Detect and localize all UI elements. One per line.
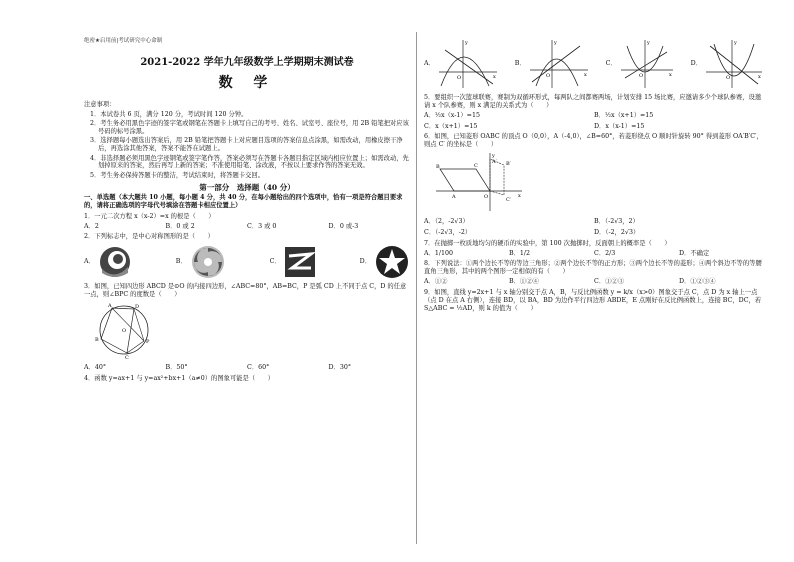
question-7-options (424, 250, 764, 258)
question-6-figure (434, 151, 764, 216)
option-a-label: A． (424, 60, 435, 68)
label-o: O (122, 328, 127, 334)
graph-option-b (515, 38, 590, 90)
exam-title: 2021-2022 学年九年级数学上学期期末测试卷 (140, 56, 354, 68)
logo-option-d (360, 244, 410, 280)
z-square-logo-icon (284, 246, 316, 278)
question-3-options (84, 364, 410, 372)
option-d: D．0 或-3 (328, 222, 359, 230)
option-b-label: B． (175, 258, 187, 266)
option-b-label: B． (514, 60, 526, 68)
option-d: D．不确定 (679, 249, 710, 257)
option-a: A．2 (84, 222, 99, 230)
question-4-graphs (424, 38, 764, 90)
question-3-figure (94, 301, 410, 362)
axis-x-label: x (518, 193, 521, 200)
origin-label: O (638, 73, 643, 79)
option-a: A．40° (84, 363, 107, 371)
option-c: C．①②③ (594, 278, 625, 286)
graph-a-diagram (437, 38, 499, 90)
option-d-label: D． (359, 258, 371, 266)
part-title: 第一部分 选择题（40 分） (199, 182, 295, 192)
label-b: B (95, 337, 99, 343)
label-d: D (135, 304, 140, 310)
label-p: P (146, 339, 150, 345)
note-item: 2．考生务必用黑色字迹的签字笔或钢笔在答题卡上填写自己的考号、姓名、试室号、座位号，用 2B 铅笔把对应该号码的标号涂黑。 (90, 120, 409, 135)
axis-y-label: y (492, 153, 495, 160)
option-c-label: C． (605, 60, 617, 68)
option-c: C．（-2√3，-2） (424, 228, 472, 236)
question-4-stem: 4．函数 y=ax+1 与 y=ax²+bx+1（a≠0）的图象可能是（ ） (84, 374, 275, 382)
option-d: D．（-2，2√3） (594, 228, 640, 236)
axis-y-label: y (734, 40, 737, 46)
label-c: C (125, 355, 129, 359)
axis-x-label: x (492, 74, 496, 80)
question-1-options (84, 223, 410, 231)
origin-label: O (726, 75, 731, 81)
question-8-options (424, 278, 764, 286)
spiral-logo-icon (190, 244, 226, 280)
question-9-stem: 9．如图，直线 y=2x+1 与 x 轴分别交于点 A，B，与反比例函数 y = k/x（x>0）图象交于点 C，点 D 为 x 轴上一点（点 D 在点 A 右侧），连接 BD，以 BA，BD 为边作平行四边形 ABDE，E 点刚好在反比例函数上，连接 BC，DC，若 S△ABC = ½AD，则 k 的值为（ ） (424, 289, 762, 312)
option-a: A．1/100 (424, 249, 453, 257)
axis-x-label: x (758, 74, 761, 80)
swirl-logo-icon (98, 245, 132, 279)
option-b: B．50° (165, 363, 188, 371)
label-o: O (484, 194, 489, 201)
axis-y-label: y (464, 40, 468, 46)
rhombus-coordinate-diagram (434, 151, 524, 213)
circle-quadrilateral-diagram (94, 301, 154, 359)
option-c-label: C． (269, 258, 281, 266)
note-item: 3．选择题每小题选出答案后，用 2B 铅笔把答题卡上对应题目选项的答案信息点涂黑，如需改动，用橡皮擦干净后，再选涂其他答案，答案不能答在试题上。 (90, 137, 403, 153)
label-c-prime: C′ (506, 197, 511, 204)
option-c: C．60° (247, 363, 270, 371)
question-5-stem: 5．要组织一次篮球联赛，赛制为双循环形式，每两队之间都赛两场，计划安排 15 场比赛，应邀请多少个球队参赛，设邀请 x 个队参赛，则 x 满足的关系式为（ ） (424, 94, 762, 109)
option-a: A．½x（x-1）=15 (424, 111, 480, 119)
question-5-options-row1 (424, 112, 764, 120)
axis-x-label: x (668, 72, 672, 78)
option-c: C．2/3 (594, 249, 616, 257)
origin-label: O (456, 75, 461, 81)
graph-d-diagram (704, 38, 764, 90)
option-d: D．x（x-1）=15 (594, 122, 645, 130)
section-instructions: 一、单选题（本大题共 10 小题，每小题 4 分，共 40 分，在每小题给出的四个选项中，恰有一项是符合题目要求的，请将正确选项的字母代号填涂在答题卡相应位置上） (84, 193, 403, 209)
question-7-stem: 7．在抛掷一枚质地均匀的硬币的实验中，第 100 次抛掷时，反面朝上的概率是（ ） (424, 239, 671, 247)
question-5-options-row2 (424, 123, 764, 131)
option-a: A．（2，-2√3） (424, 218, 469, 226)
graph-b-diagram (528, 38, 590, 90)
note-item: 4．非选择题必须用黑色字迹钢笔或签字笔作答，答案必须写在答题卡各题目指定区域内相应位置上；如需改动，先划掉原来的答案，然后再写上新的答案；不准使用铅笔、涂改液，不按以上要求作答的答案无效。 (90, 154, 409, 170)
axis-x-label: x (583, 72, 587, 78)
option-b: B．½x（x+1）=15 (594, 111, 654, 119)
logo-option-c (270, 246, 316, 278)
option-c: C．x（x+1）=15 (424, 122, 478, 130)
option-b: B．0 或 2 (165, 222, 195, 230)
option-d: D．30° (328, 363, 352, 371)
origin-label: O (545, 73, 550, 79)
option-a-label: A． (84, 258, 95, 266)
option-b: B．1/2 (509, 249, 531, 257)
question-8-stem: 8．下列说法：①两个边长不等的等边三角形；②两个边长不等的正方形；③两个边长不等的菱形；④两个斜边不等的等腰直角三角形，其中的两个图形一定相似的有（ ） (424, 260, 762, 276)
column-divider (416, 32, 417, 544)
axis-y-label: y (646, 40, 650, 46)
option-d-label: D． (690, 60, 702, 68)
note-item: 1．本试卷共 6 页，满分 120 分，考试时间 120 分钟。 (90, 110, 248, 118)
logo-option-b (176, 244, 226, 280)
question-6-options-row2 (424, 229, 764, 237)
option-a: A．①② (424, 278, 448, 286)
label-a: A (452, 194, 456, 201)
question-2-stem: 2．下列标志中，是中心对称图形的是（ ） (84, 233, 214, 241)
note-item: 5．考生务必保持答题卡的整洁，考试结束时，将答题卡交回。 (90, 171, 265, 179)
question-6-stem: 6．如图，已知菱形 OABC 的顶点 O（0,0），A（-4,0），∠B=60°，若菱形绕点 O 顺时针旋转 90° 得到菱形 OA′B′C′，则点 C′ 的坐标是（ ） (424, 133, 763, 149)
option-d: D．①②③④ (679, 278, 716, 286)
option-c: C．3 或 0 (247, 222, 277, 230)
axis-y-label: y (553, 40, 557, 46)
question-6-options-row1 (424, 218, 764, 226)
notes-heading: 注意事项： (84, 100, 116, 108)
question-3-stem: 3．如图，已知四边形 ABCD 是⊙O 的内接四边形，∠ABC=80°，AB=BC，P 是弧 CD 上不同于点 C，D 的任意一点，则∠BPC 的度数是（ ） (84, 283, 407, 299)
label-b-prime: B′ (506, 161, 511, 168)
graph-option-a (424, 38, 499, 90)
exam-subject: 数 学 (218, 75, 276, 92)
star-circle-logo-icon (374, 244, 410, 280)
label-a-prime: A′ (492, 159, 497, 166)
logo-option-a (84, 245, 132, 279)
label-b: B (436, 164, 440, 171)
option-b: B．①②④ (509, 278, 539, 286)
graph-c-diagram (619, 38, 675, 90)
question-2-logos (84, 244, 410, 280)
question-1-stem: 1．一元二次方程 x（x-2）=x 的根是（ ） (84, 212, 215, 220)
secret-label: 绝密★启用前|考试研究中心命制 (84, 38, 163, 44)
right-column (424, 38, 764, 315)
option-b: B．（-2√3，2） (594, 218, 639, 226)
graph-option-c (606, 38, 675, 90)
left-column (84, 38, 410, 385)
label-a: A (108, 303, 112, 309)
label-c: C (474, 163, 478, 170)
graph-option-d (691, 38, 764, 90)
